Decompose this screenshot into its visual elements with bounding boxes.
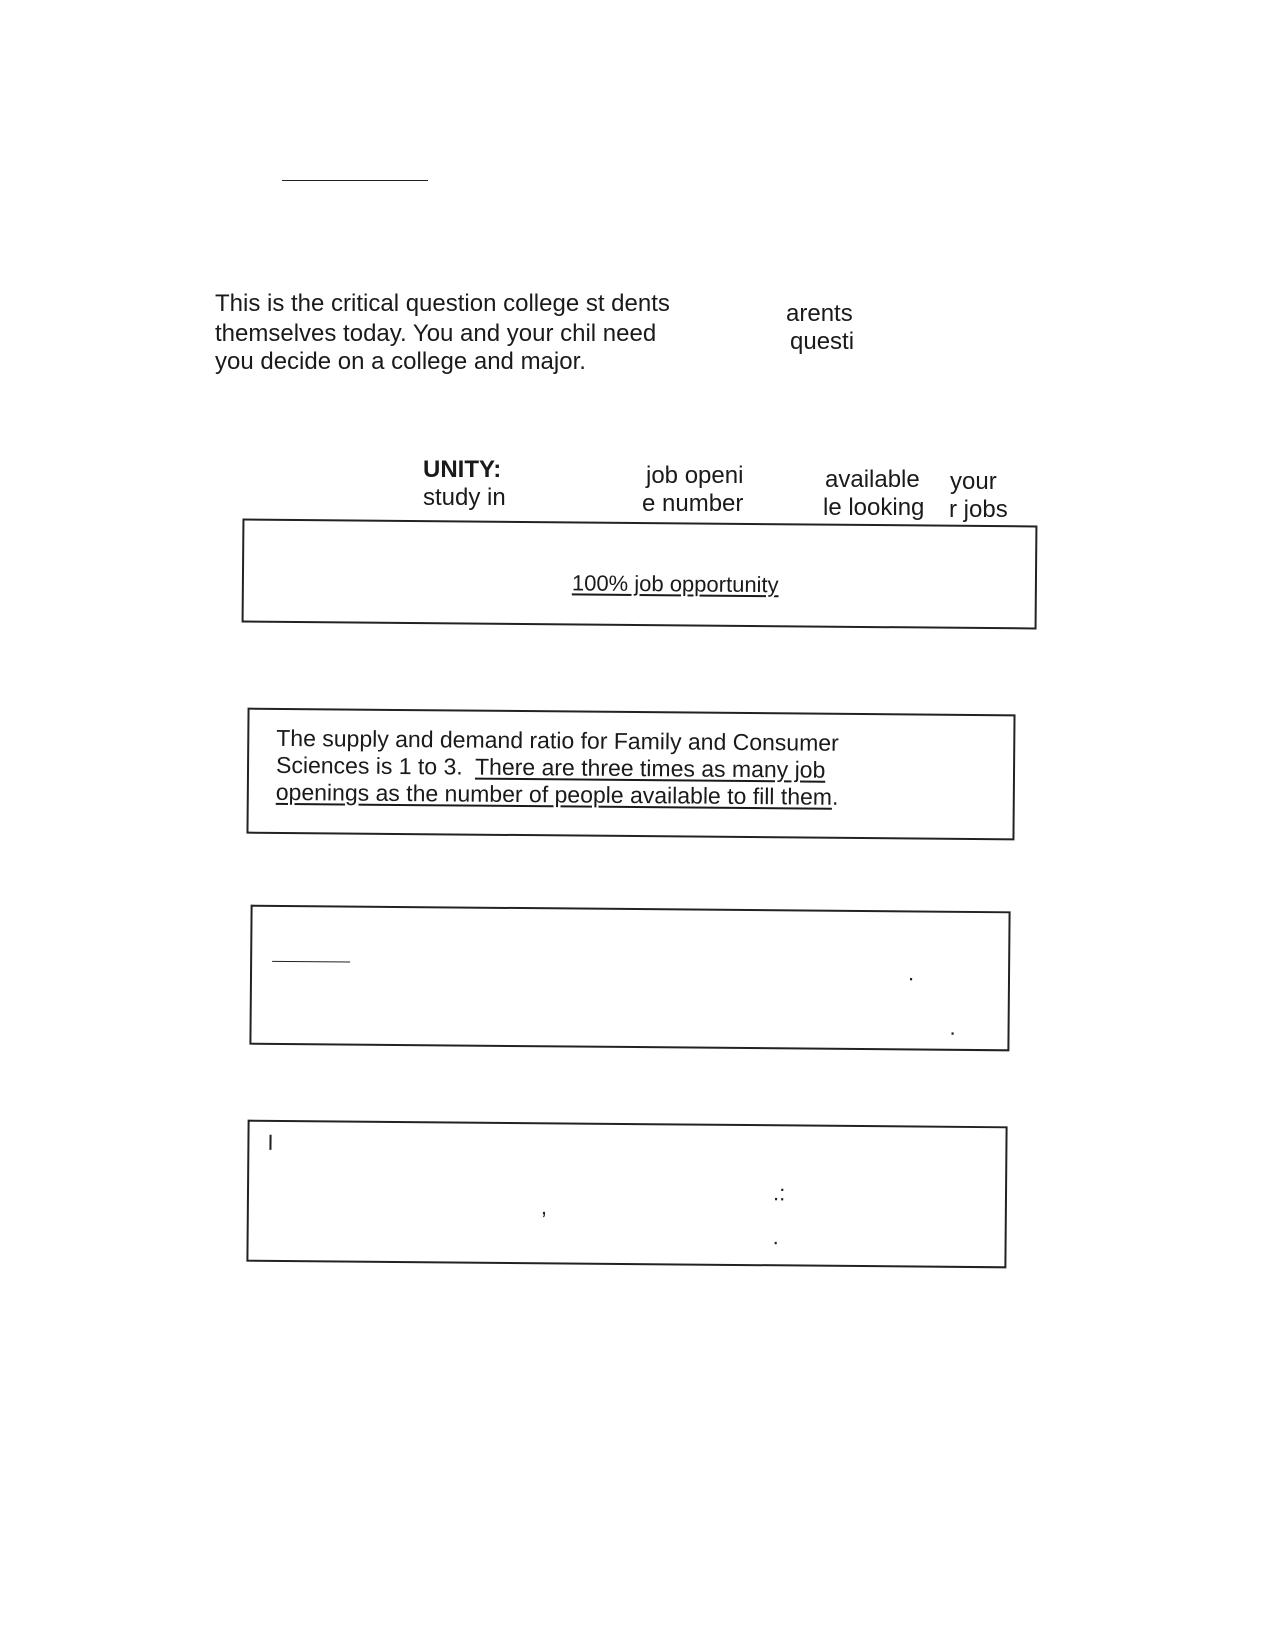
study-in-fragment: study in [423, 484, 506, 511]
box4-mark-dot: . [772, 1224, 779, 1250]
box4-mark-dots: .: [772, 1180, 786, 1206]
intro-fragment-question: questi [790, 328, 855, 355]
blank-box-3 [249, 905, 1010, 1052]
looking-fragment: le looking [823, 494, 925, 521]
job-opportunity-box [242, 519, 1038, 630]
box4-mark-comma: , [540, 1194, 548, 1220]
job-opportunity-text: 100% job opportunity [571, 570, 779, 598]
intro-line-3: you decide on a college and major. [215, 348, 586, 375]
box4-mark-bar: I [267, 1129, 274, 1155]
number-fragment: e number [642, 490, 744, 517]
supply-demand-box [246, 708, 1015, 841]
available-fragment: available [825, 466, 920, 493]
box3-short-rule [272, 961, 350, 963]
supply-demand-line-1: The supply and demand ratio for Family and Consumer [276, 724, 839, 756]
box3-mark-2: . [949, 1014, 956, 1040]
intro-line-1: This is the critical question college st dents [215, 290, 670, 317]
intro-line-2: themselves today. You and your chil need [215, 320, 657, 347]
supply-demand-line-3 [276, 778, 839, 811]
top-rule [282, 180, 428, 181]
your-fragment: your [950, 468, 997, 495]
job-openings-fragment: job openi [646, 462, 744, 489]
jobs-fragment: r jobs [949, 496, 1008, 523]
intro-fragment-parents: arents [786, 300, 853, 327]
supply-demand-line-2-plain: Sciences is 1 to 3. [275, 751, 476, 780]
box3-mark-1: . [907, 960, 915, 986]
supply-demand-line-2-underlined: There are three times as many job [474, 753, 826, 783]
supply-demand-line-3-end: . [831, 783, 839, 810]
unity-heading: UNITY: [423, 456, 502, 483]
supply-demand-line-3-underlined: openings as the number of people available to fill them [275, 778, 833, 810]
blank-box-4 [246, 1120, 1007, 1269]
